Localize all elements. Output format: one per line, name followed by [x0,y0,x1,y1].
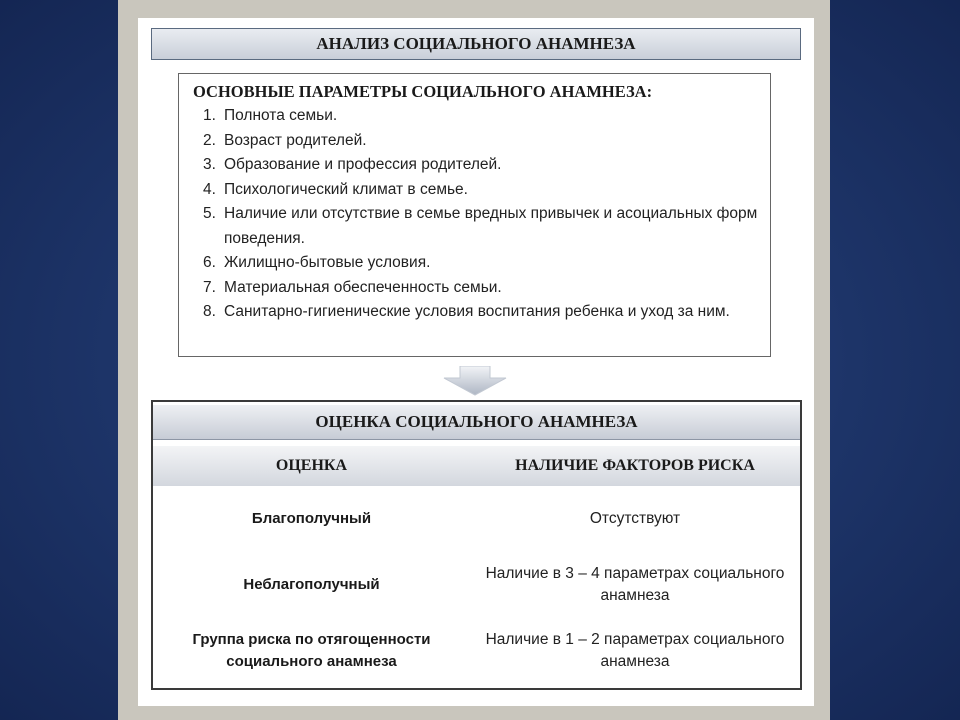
item-number: 3. [203,156,216,173]
analysis-title: АНАЛИЗ СОЦИАЛЬНОГО АНАМНЕЗА [316,34,636,53]
table-row [153,498,800,540]
risk-cell: Наличие в 1 – 2 параметрах социального анамнеза [485,631,785,670]
item-number: 7. [203,278,216,296]
column-header-risk: НАЛИЧИЕ ФАКТОРОВ РИСКА [515,457,755,474]
table-row [153,626,800,676]
item-text: Возраст родителей. [224,131,367,149]
list-item [203,104,760,129]
list-item [203,276,760,301]
list-item [203,153,760,178]
item-number: 4. [203,180,216,198]
analysis-title-bar [151,28,801,60]
item-number: 8. [203,303,216,320]
item-text: Санитарно-гигиенические условия воспитания ребенка и уход за ним. [224,303,730,320]
evaluation-title: ОЦЕНКА СОЦИАЛЬНОГО АНАМНЕЗА [315,412,638,431]
item-number: 1. [203,107,216,124]
item-text: Наличие или отсутствие в семье вредных привычек и асоциальных форм поведения. [224,205,758,247]
evaluation-table [151,400,802,690]
assessment-cell: Группа риска по отягощенности социального анамнеза [192,631,431,670]
parameters-box [178,73,771,357]
table-row [153,562,800,608]
column-header-assessment: ОЦЕНКА [275,457,348,474]
risk-cell: Наличие в 3 – 4 параметрах социального анамнеза [485,565,785,604]
item-text: Материальная обеспеченность семьи. [224,278,502,296]
item-number: 6. [203,254,216,271]
list-item [203,129,760,154]
item-number: 5. [203,205,216,222]
parameters-list [193,104,760,325]
assessment-cell: Неблагополучный [243,576,380,593]
item-number: 2. [203,131,216,149]
item-text: Психологический климат в семье. [224,180,468,198]
list-item [203,300,760,325]
assessment-cell: Благополучный [251,510,372,527]
item-text: Жилищно-бытовые условия. [224,254,431,271]
item-text: Полнота семьи. [224,107,338,124]
table-header [153,446,800,486]
list-item [203,202,760,251]
down-arrow-icon [440,366,510,396]
item-text: Образование и профессия родителей. [224,156,502,173]
risk-cell: Отсутствуют [589,510,681,527]
evaluation-title-bar [153,405,800,440]
parameters-heading: ОСНОВНЫЕ ПАРАМЕТРЫ СОЦИАЛЬНОГО АНАМНЕЗА: [193,82,653,101]
list-item [203,251,760,276]
list-item [203,178,760,203]
